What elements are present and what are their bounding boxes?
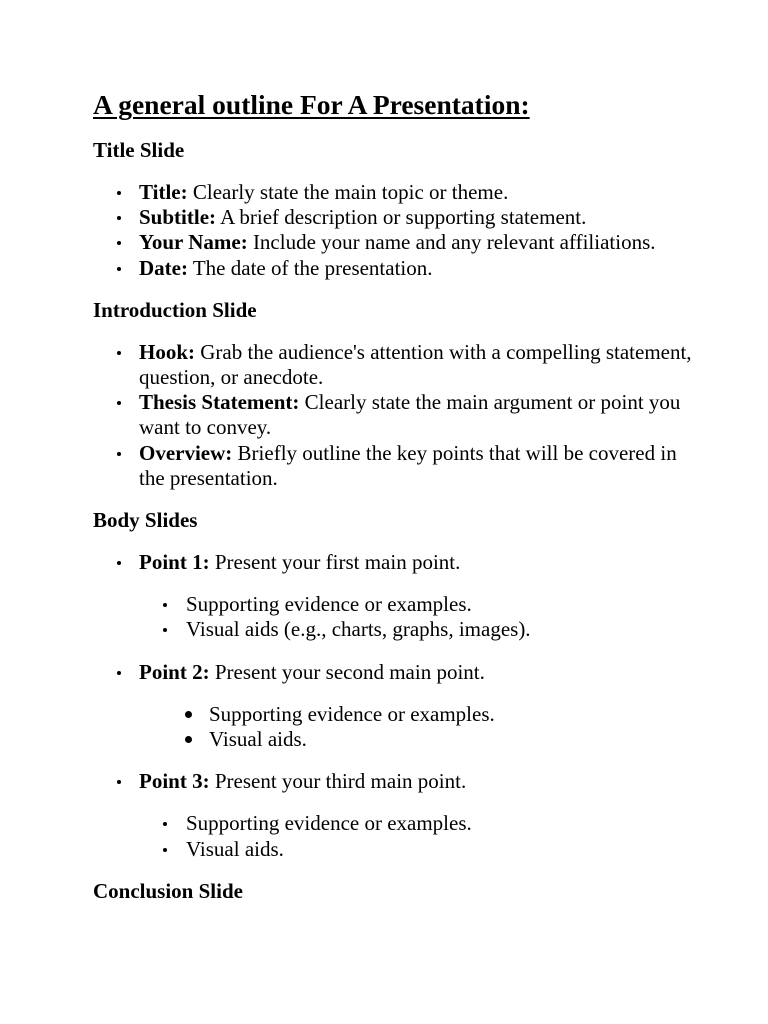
item-label: Your Name: bbox=[139, 230, 248, 255]
list-item bbox=[93, 441, 693, 491]
list-item bbox=[93, 230, 693, 255]
item-label: Title: bbox=[139, 180, 188, 204]
item-text: Present your third main point. bbox=[209, 769, 467, 794]
item-text: Present your first main point. bbox=[209, 550, 461, 575]
item-text: Grab the audience's attention with a compelling statement, question, or anecdote. bbox=[139, 339, 692, 390]
section-heading-introduction-slide: Introduction Slide bbox=[93, 297, 257, 322]
list-item-point-2 bbox=[93, 660, 693, 753]
item-label: Date: bbox=[139, 255, 188, 280]
point-3-sub-list bbox=[93, 811, 693, 861]
document-title: A general outline For A Presentation: bbox=[93, 89, 530, 120]
point-2-sub-list bbox=[93, 702, 693, 752]
title-slide-list bbox=[93, 180, 693, 281]
list-item bbox=[93, 205, 693, 230]
sub-list-item: Supporting evidence or examples. bbox=[93, 702, 693, 727]
sub-list-item: Visual aids. bbox=[93, 727, 693, 752]
item-text: Clearly state the main topic or theme. bbox=[187, 180, 509, 204]
document-page bbox=[93, 88, 693, 904]
item-label: Overview: bbox=[139, 440, 233, 465]
list-item-point-1 bbox=[93, 550, 693, 643]
sub-list-item: Supporting evidence or examples. bbox=[93, 592, 693, 617]
section-heading-conclusion-slide: Conclusion Slide bbox=[93, 878, 243, 903]
list-item bbox=[93, 390, 693, 440]
item-label: Hook: bbox=[139, 339, 196, 364]
item-text: The date of the presentation. bbox=[187, 255, 433, 280]
item-label: Point 1: bbox=[139, 550, 210, 575]
item-text: Include your name and any relevant affiliations. bbox=[247, 230, 656, 255]
item-text: A brief description or supporting statement. bbox=[216, 205, 587, 230]
item-text: Briefly outline the key points that will be covered in the presentation. bbox=[139, 440, 677, 490]
sub-list-item: Visual aids (e.g., charts, graphs, images). bbox=[93, 617, 693, 642]
body-slides-list bbox=[93, 550, 693, 862]
list-item bbox=[93, 180, 693, 205]
point-1-sub-list bbox=[93, 592, 693, 642]
item-text: Clearly state the main argument or point you want to convey. bbox=[139, 390, 681, 440]
list-item-point-3 bbox=[93, 769, 693, 862]
item-label: Thesis Statement: bbox=[139, 390, 300, 415]
item-label: Point 3: bbox=[139, 769, 210, 794]
section-heading-body-slides: Body Slides bbox=[93, 508, 198, 533]
introduction-slide-list bbox=[93, 340, 693, 491]
item-text: Present your second main point. bbox=[209, 659, 485, 684]
sub-list-item: Visual aids. bbox=[93, 837, 693, 862]
section-heading-title-slide: Title Slide bbox=[93, 138, 185, 162]
list-item bbox=[93, 340, 693, 390]
item-label: Subtitle: bbox=[139, 205, 217, 230]
item-label: Point 2: bbox=[139, 659, 210, 684]
sub-list-item: Supporting evidence or examples. bbox=[93, 811, 693, 836]
list-item bbox=[93, 256, 693, 281]
